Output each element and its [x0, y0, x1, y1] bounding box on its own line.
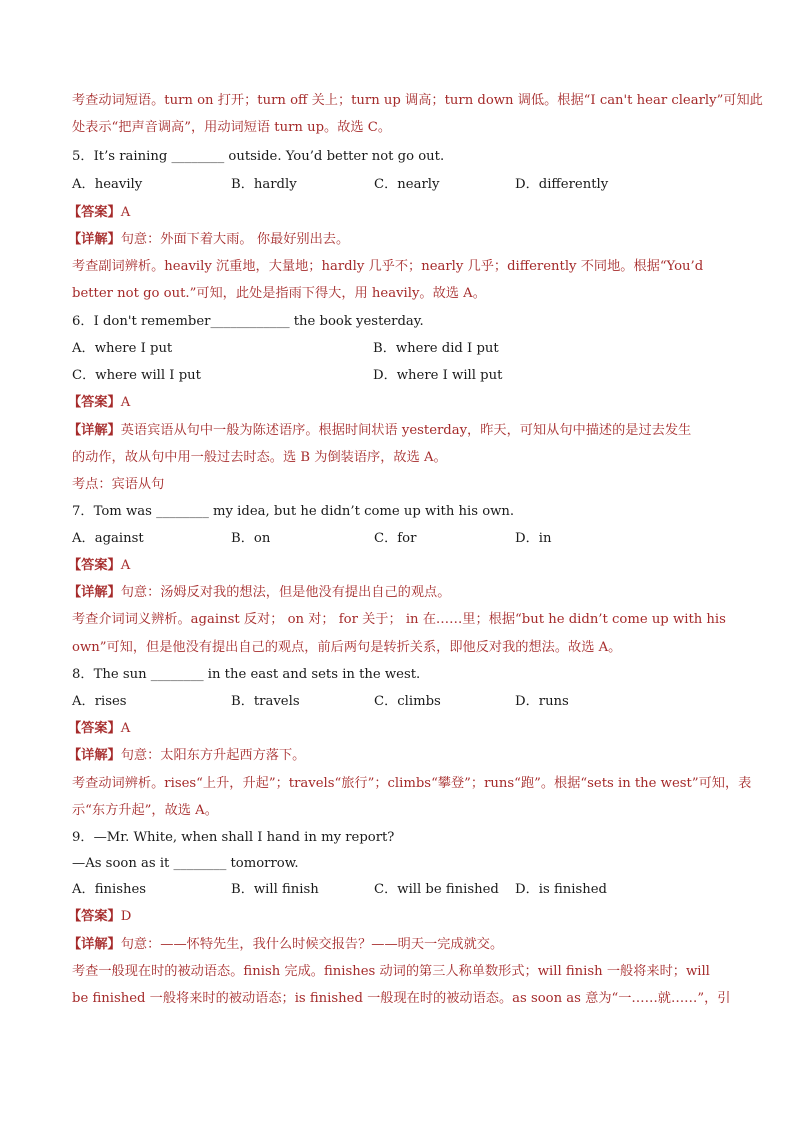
option-c: C．for: [374, 531, 417, 546]
answer-value: D: [120, 909, 132, 924]
answer-value: A: [120, 395, 131, 410]
explanation-line: be finished 一般将来时的被动语态；is finished 一般现在时的被动语态。as soon as 意为“一……就……”，引: [72, 991, 731, 1006]
explanation-line: 的动作，故从句中用一般过去时态。选 B 为倒装语序，故选 A。: [72, 450, 447, 465]
option-d: D．in: [515, 531, 552, 546]
explanation-line: 考点：宾语从句: [72, 477, 165, 492]
detail-line: [68, 936, 503, 954]
question-8: 8．The sun ________ in the east and sets in the west.: [72, 667, 421, 682]
explanation-line: 考查副词辨析。heavily 沉重地，大量地；hardly 几乎不；nearly 几乎；differently 不同地。根据“You’d: [72, 259, 704, 274]
option-a: A．finishes: [72, 882, 147, 897]
detail-label: 【详解】: [68, 937, 121, 952]
option-c: C．where will I put: [72, 368, 201, 383]
answer-line: [68, 557, 130, 575]
detail-text: 句意：太阳东方升起西方落下。: [120, 748, 306, 763]
explanation-line: better not go out.”可知，此处是指雨下得大，用 heavily。故选 A。: [72, 286, 486, 301]
option-d: D．runs: [515, 694, 569, 709]
option-a: A．heavily: [72, 177, 143, 192]
option-b: B．on: [231, 531, 271, 546]
explanation-line: 考查动词短语。turn on 打开；turn off 关上；turn up 调高；turn down 调低。根据“I can't hear clearly”可知此: [72, 93, 763, 108]
explanation-line: 示“东方升起”，故选 A。: [72, 803, 218, 818]
option-d: D．differently: [515, 177, 609, 192]
question-7: 7．Tom was ________ my idea, but he didn’t come up with his own.: [72, 504, 515, 519]
detail-text: 句意：汤姆反对我的想法，但是他没有提出自己的观点。: [120, 585, 451, 600]
answer-line: [68, 908, 131, 926]
option-a: A．against: [72, 531, 144, 546]
question-5: 5．It’s raining ________ outside. You’d better not go out.: [72, 149, 445, 164]
option-c: C．nearly: [374, 177, 440, 192]
answer-line: [68, 204, 130, 222]
answer-line: [68, 394, 130, 412]
option-c: C．climbs: [374, 694, 441, 709]
detail-label: 【详解】: [68, 423, 121, 438]
answer-label: 【答案】: [68, 558, 121, 573]
detail-label: 【详解】: [68, 748, 121, 763]
explanation-line: 处表示“把声音调高”，用动词短语 turn up。故选 C。: [72, 120, 392, 135]
option-c: C．will be finished: [374, 882, 499, 897]
question-9: 9．—Mr. White, when shall I hand in my report?: [72, 830, 395, 845]
detail-text: 英语宾语从句中一般为陈述语序。根据时间状语 yesterday，昨天，可知从句中描述的是过去发生: [120, 423, 692, 438]
answer-value: A: [120, 558, 131, 573]
explanation-line: own”可知，但是他没有提出自己的观点，前后两句是转折关系，即他反对我的想法。故选 A。: [72, 640, 622, 655]
answer-value: A: [120, 721, 131, 736]
answer-label: 【答案】: [68, 205, 121, 220]
explanation-line: 考查介词词义辨析。against 反对； on 对； for 关于； in 在……里；根据“but he didn’t come up with his: [72, 612, 726, 627]
option-a: A．where I put: [72, 341, 173, 356]
detail-line: [68, 747, 305, 765]
option-b: B．will finish: [231, 882, 319, 897]
detail-line: [68, 422, 691, 440]
question-9-response: —As soon as it ________ tomorrow.: [72, 856, 299, 871]
option-b: B．travels: [231, 694, 300, 709]
answer-label: 【答案】: [68, 721, 121, 736]
question-6: 6．I don't remember____________ the book yesterday.: [72, 314, 424, 329]
detail-text: 句意：外面下着大雨。 你最好别出去。: [120, 232, 350, 247]
option-d: D．is finished: [515, 882, 607, 897]
detail-line: [68, 584, 450, 602]
option-b: B．hardly: [231, 177, 297, 192]
detail-text: 句意：——怀特先生，我什么时候交报告？——明天一完成就交。: [120, 937, 504, 952]
option-a: A．rises: [72, 694, 127, 709]
detail-label: 【详解】: [68, 585, 121, 600]
detail-label: 【详解】: [68, 232, 121, 247]
answer-label: 【答案】: [68, 909, 121, 924]
answer-value: A: [120, 205, 131, 220]
option-d: D．where I will put: [373, 368, 503, 383]
explanation-line: 考查一般现在时的被动语态。finish 完成。finishes 动词的第三人称单数形式；will finish 一般将来时；will: [72, 964, 710, 979]
explanation-line: 考查动词辨析。rises“上升，升起”；travels“旅行”；climbs“攀登”；runs“跑”。根据“sets in the west”可知，表: [72, 776, 752, 791]
detail-line: [68, 231, 349, 249]
answer-label: 【答案】: [68, 395, 121, 410]
option-b: B．where did I put: [373, 341, 499, 356]
answer-line: [68, 720, 130, 738]
